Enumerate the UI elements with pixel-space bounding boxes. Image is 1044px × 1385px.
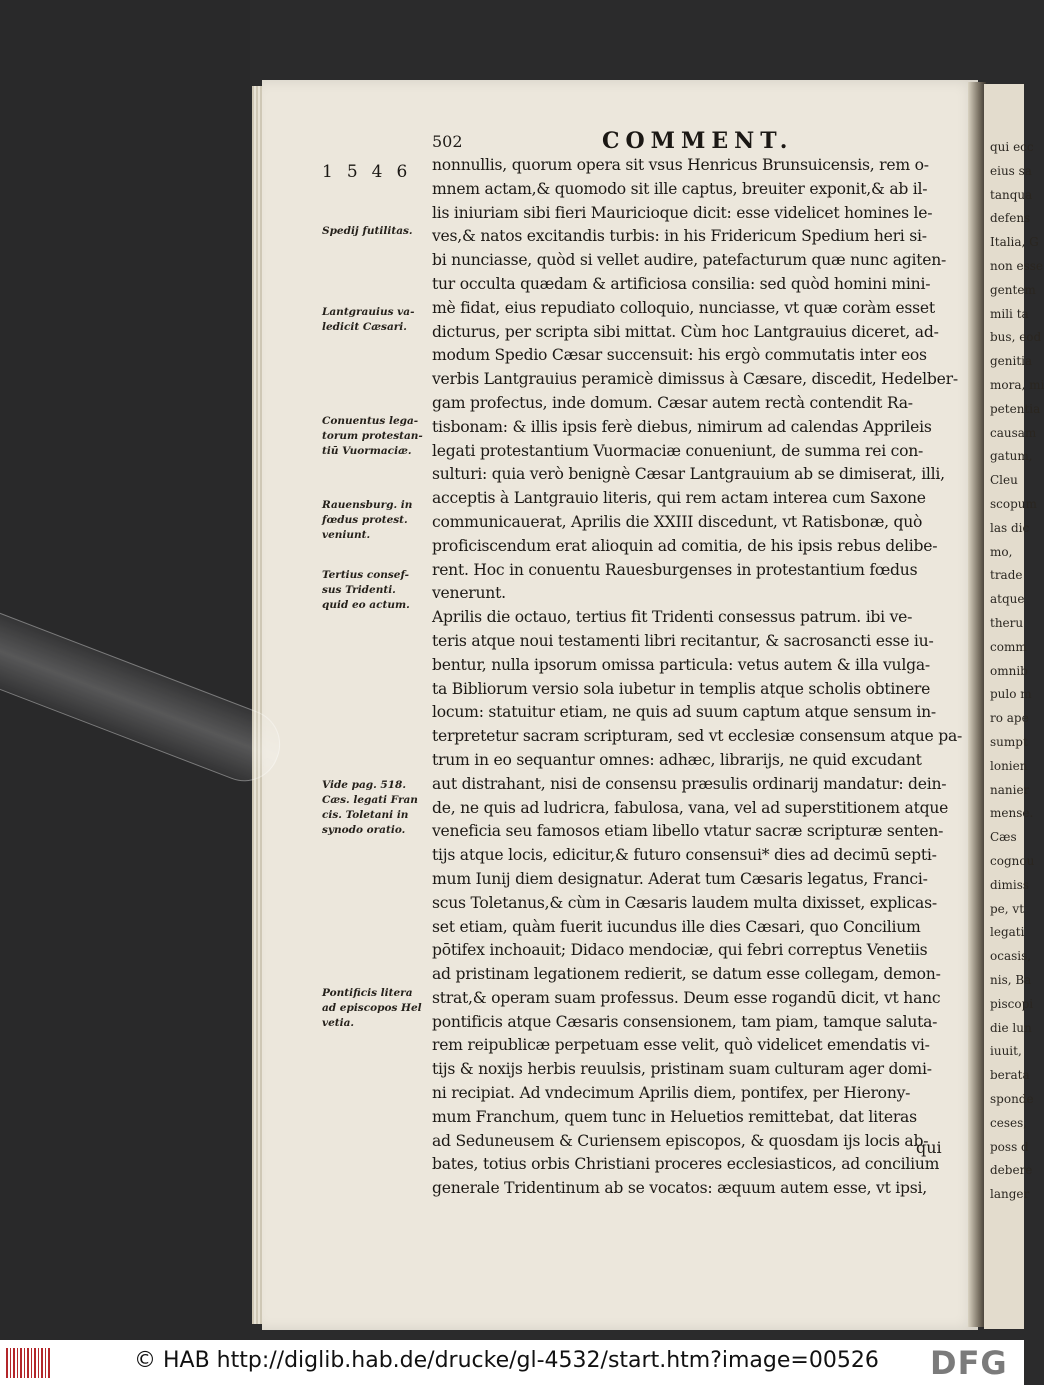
facing-page-fragment: berata (990, 1068, 1030, 1083)
text-line: generale Tridentinum ab se vocatos: æquum autem esse, vt ipsi, (432, 1179, 927, 1198)
margin-note (322, 224, 413, 239)
text-line: terpretetur sacram scripturam, sed vt ecclesiæ consensum atque pa- (432, 727, 963, 746)
margin-note (322, 568, 410, 613)
dfg-logo: DFG (930, 1344, 1008, 1382)
text-line: de, ne quis ad ludricra, fabulosa, vana, vel ad superstitionem atque (432, 798, 949, 817)
text-line: tijs atque locis, edicitur,& futuro consensui* dies ad decimū septi- (432, 846, 937, 865)
text-line: ta Bibliorum versio sola iubetur in templis atque scholis obtinere (432, 679, 931, 698)
facing-page-fragment: omnib (990, 663, 1028, 678)
facing-page-fragment: pe, vt (990, 901, 1025, 916)
facing-page-fragment: dimiss (990, 877, 1030, 892)
facing-page-fragment: piscopi (990, 996, 1034, 1011)
facing-page-fragment: mili ta (990, 306, 1029, 321)
facing-page-fragment: defens (990, 211, 1031, 226)
text-line: mnem actam,& quomodo sit ille captus, breuiter exponit,& ab il- (432, 179, 928, 198)
facing-page-fragment: mense. (990, 806, 1034, 821)
text-line: tisbonam: & illis ipsis ferè diebus, nimirum ad calendas Apprileis (432, 417, 932, 436)
margin-note-text: Tertius consef- sus Tridenti. quid eo actum. (322, 569, 410, 611)
margin-note-text: Vide pag. 518. Cæs. legati Fran cis. Toletani in synodo oratio. (322, 779, 418, 836)
facing-page-fragment: cognou (990, 854, 1035, 868)
facing-page-fragment: scopum (990, 497, 1037, 511)
facing-page-fragment: nis, Ba (990, 973, 1032, 987)
facing-page-fragment: iuuit, (990, 1044, 1022, 1059)
text-line: mum Iunij diem designatur. Aderat tum Cæsaris legatus, Franci- (432, 869, 928, 888)
text-line: tijs & noxijs herbis reuulsis, pristinam suam culturam ager domi- (432, 1060, 932, 1079)
facing-page-fragment: bus, eod (990, 330, 1042, 345)
margin-note (322, 414, 423, 459)
text-line: ni recipiat. Ad vndecimum Aprilis diem, pontifex, per Hierony- (432, 1084, 911, 1103)
text-line: locum: statuitur etiam, ne quis ad suum captum atque sensum in- (432, 703, 936, 722)
text-line: Aprilis die octauo, tertius fit Tridenti consessus patrum. ibi ve- (432, 608, 913, 627)
catchword: qui (916, 1138, 942, 1157)
body-text (432, 154, 963, 1201)
facing-page-fragment: genitia (990, 354, 1033, 369)
text-line: gam profectus, inde domum. Cæsar autem rectà contendit Ra- (432, 393, 913, 412)
text-line: bi nunciasse, quòd si vellet audire, patefacturum quæ nunc agiten- (432, 251, 947, 270)
text-line: aut distrahant, nisi de consensu præsulis ordinarij mandatur: dein- (432, 774, 947, 793)
facing-page-fragment: atque (990, 592, 1025, 607)
margin-note (322, 305, 414, 335)
footer-bar (0, 1340, 1024, 1385)
facing-page-fragment: Cleu (990, 473, 1018, 488)
facing-page-fragment: debere (990, 1163, 1033, 1178)
facing-page-fragment: poss d (990, 1139, 1029, 1154)
text-line: nonnullis, quorum opera sit vsus Henricus Brunsuicensis, rem o- (432, 156, 929, 174)
text-line: communicauerat, Aprilis die XXIII discedunt, vt Ratisbonæ, quò (432, 512, 923, 531)
text-line: acceptis à Lantgrauio literis, qui rem actam interea cum Saxone (432, 489, 926, 508)
hab-barcode-logo (6, 1348, 50, 1378)
facing-page-fragment: petentia (990, 401, 1041, 416)
facing-page-fragment: pulo m (990, 687, 1032, 702)
facing-page-fragment: sumpt (990, 735, 1028, 749)
facing-page-fragment: gatum, (990, 449, 1033, 464)
facing-page-fragment: non esse (990, 259, 1044, 273)
margin-note-text: Conuentus lega- torum protestan- tiū Vuormaciæ. (322, 415, 423, 457)
text-line: proficiscendum erat alioquin ad comitia, de his ipsis rebus delibe- (432, 536, 938, 555)
text-line: rem reipublicæ perpetuam esse velit, quò videlicet emendatis vi- (432, 1036, 930, 1055)
facing-page-fragment: trade (990, 568, 1023, 583)
facing-page-fragment: comm (990, 639, 1027, 654)
facing-page-fragment: causam (990, 425, 1037, 440)
facing-page-fragment: die lun (990, 1020, 1032, 1035)
text-line: ad pristinam legationem redierit, se datum esse collegam, demon- (432, 965, 941, 984)
year-marginal: 1546 (322, 162, 422, 182)
margin-note-text: Spedij futilitas. (322, 225, 413, 237)
margin-note-text: Lantgrauius va- ledicit Cæsari. (322, 306, 415, 333)
facing-page-fragment: qui ecc (990, 140, 1034, 154)
text-line: strat,& operam suam professus. Deum esse rogandū dicit, vt hanc (432, 988, 941, 1007)
facing-page-fragment: tanqua (990, 187, 1033, 202)
text-line: bates, totius orbis Christiani proceres ecclesiasticos, ad concilium (432, 1155, 940, 1174)
margin-note-text: Rauensburg. in fœdus protest. veniunt. (322, 499, 413, 541)
footer-credit[interactable]: © HAB http://diglib.hab.de/drucke/gl-4532/start.htm?image=00526 (134, 1348, 879, 1373)
text-line: bentur, nulla ipsorum omissa particula: vetus autem & illa vulga- (432, 655, 930, 674)
text-line: pontificis atque Cæsaris consensionem, tam piam, tamque saluta- (432, 1012, 938, 1031)
facing-page-fragment: ocasis, (990, 949, 1032, 964)
text-line: modum Spedio Cæsar succensuit: his ergò commutatis inter eos (432, 346, 927, 365)
text-line: mum Franchum, quem tunc in Heluetios remittebat, dat literas (432, 1107, 917, 1126)
text-line: mè fidat, eius repudiato colloquio, nunciasse, vt quæ coràm esset (432, 298, 935, 317)
facing-page-fragment: lonien (990, 758, 1028, 773)
facing-page-fragment: sponde (990, 1092, 1034, 1106)
text-line: trum in eo sequantur omnes: adhæc, librarijs, ne quid excudant (432, 750, 922, 769)
facing-page-fragment: nanier (990, 782, 1030, 797)
text-line: lis iniuriam sibi fieri Mauricioque dicit: esse videlicet homines le- (432, 203, 933, 222)
text-line: verbis Lantgrauius peramicè dimissus à Cæsare, discedit, Hedelber- (432, 370, 958, 389)
margin-note (322, 778, 418, 838)
facing-page-fragment: mora, mi (990, 378, 1044, 392)
margin-note (322, 986, 422, 1031)
text-line: sulturi: quia verò benignè Cæsar Lantgrauium ab se dimiserat, illi, (432, 465, 945, 484)
facing-page-fragment: eius sa (990, 163, 1032, 178)
text-line: dicturus, per scripta sibi mittat. Cùm hoc Lantgrauius diceret, ad- (432, 322, 939, 341)
facing-page-fragment: ceses, (990, 1115, 1028, 1130)
facing-page-fragment: langer (990, 1187, 1030, 1202)
facing-page-fragment: Cæs (990, 830, 1017, 845)
facing-page-fragment: ro ape (990, 711, 1029, 726)
text-line: pōtifex inchoauit; Didaco mendociæ, qui febri correptus Venetiis (432, 941, 928, 960)
facing-page (984, 84, 1044, 1329)
margin-note-text: Pontificis litera ad episcopos Hel vetia. (322, 987, 422, 1029)
facing-page-fragment: Italia, G (990, 235, 1039, 250)
text-line: venerunt. (432, 584, 506, 603)
text-line: rent. Hoc in conuentu Rauesburgenses in protestantium fœdus (432, 560, 918, 579)
folio-number: 502 (432, 132, 463, 151)
running-title: COMMENT. (602, 128, 794, 154)
facing-page-fragment: gentem (990, 282, 1036, 297)
text-line: tur occulta quædam & artificiosa consilia: sed quòd homini mini- (432, 274, 931, 293)
facing-page-fragment: theru (990, 616, 1024, 630)
text-line: set etiam, quàm fuerit iucundus ille dies Cæsari, quo Concilium (432, 917, 921, 936)
text-line: ad Seduneusem & Curiensem episcopos, & quosdam ijs locis ab- (432, 1131, 929, 1150)
text-line: scus Toletanus,& cùm in Cæsaris laudem multa dixisset, explicas- (432, 893, 937, 912)
margin-note (322, 498, 412, 543)
facing-page-fragment: mo, (990, 544, 1013, 559)
text-line: teris atque noui testamenti libri recitantur, & sacrosancti esse iu- (432, 631, 934, 650)
text-line: legati protestantium Vuormaciæ conueniunt, de summa rei con- (432, 441, 924, 460)
text-line: ves,& natos excitandis turbis: in his Fridericum Spedium heri si- (432, 227, 927, 246)
facing-page-fragment: legati (990, 925, 1025, 940)
facing-page-fragment: las dic (990, 520, 1030, 535)
text-line: veneficia seu famosos etiam libello vtatur sacræ scripturæ senten- (432, 822, 944, 841)
